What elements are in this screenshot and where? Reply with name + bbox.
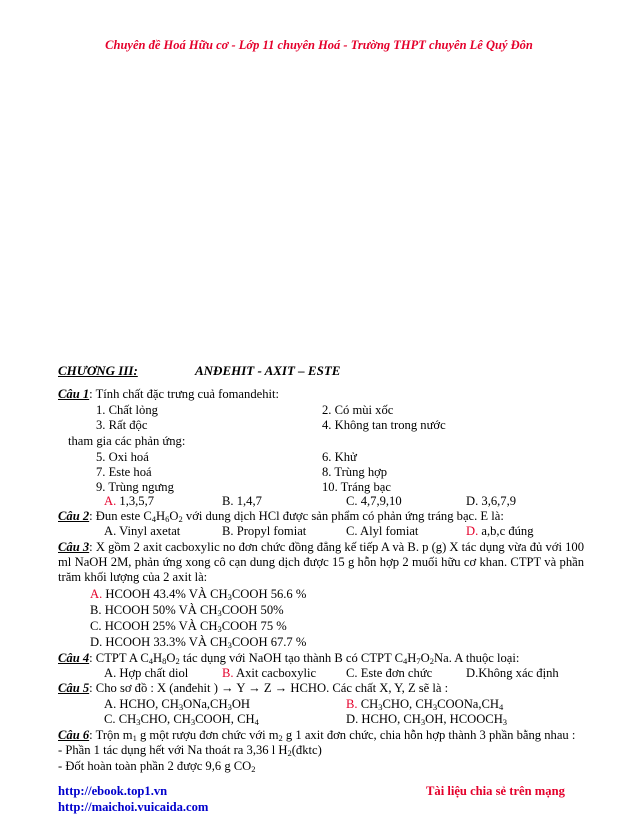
footer-link-ebook[interactable]: http://ebook.top1.vn (58, 784, 168, 798)
question-4-stem: Câu 4: CTPT A $C_4H_8O_2$ tác dụng với NaOH tạo thành B có CTPT $C_4H_7O_2Na$. A thuộc loại: (58, 651, 520, 666)
q5-option-c: C. $CH_3CHO$, $CH_3COOH$, $CH_4$ (104, 712, 259, 727)
q5-option-b: B. $CH_3CHO$, $CH_3COONa,CH_4$ (346, 697, 504, 712)
question-6-stem: Câu 6: Trộn $m_1$ g một rượu đơn chức với $m_2$ g 1 axit đơn chức, chia hỗn hợp thành 3 phần bằng nhau : (58, 728, 576, 743)
footer-note: Tài liệu chia sẻ trên mạng (426, 784, 565, 798)
question-1-stem: Câu 1: Tính chất đặc trưng cuả fomandehit: (58, 387, 279, 401)
chapter-title: ANĐEHIT - AXIT – ESTE (195, 363, 341, 378)
q1-item: 10. Tráng bạc (322, 480, 391, 494)
document-header: Chuyên đề Hoá Hữu cơ - Lớp 11 chuyên Hoá - Trường THPT chuyên Lê Quý Đôn (105, 38, 533, 52)
q1-option-d: D. 3,6,7,9 (466, 494, 517, 508)
q6-line-2: - Phần 1 tác dụng hết với Na thoát ra 3,36 l $H_2(đktc)$ (58, 743, 322, 758)
q1-item: 8. Trùng hợp (322, 465, 388, 479)
q1-item: 1. Chất lỏng (96, 403, 158, 417)
q1-option-b: B. 1,4,7 (222, 494, 262, 508)
q5-option-a: A. HCHO, $CH_3ONa,CH_3OH$ (104, 697, 251, 712)
q2-option-a: A. Vinyl axetat (104, 524, 181, 538)
q1-option-c: C. 4,7,9,10 (346, 494, 402, 508)
question-label: Câu 3 (58, 540, 90, 554)
q1-item: 6. Khử (322, 450, 357, 464)
q6-line-3: - Đốt hoàn toàn phần 2 được 9,6 g $CO_2$ (58, 759, 256, 774)
question-label: Câu 2 (58, 509, 90, 523)
q4-option-a: A. Hợp chất diol (104, 666, 189, 680)
q2-option-c: C. Alyl fomiat (346, 524, 419, 538)
question-label: Câu 1 (58, 387, 90, 401)
q4-option-d: D.Không xác định (466, 666, 559, 680)
question-label: Câu 4 (58, 651, 90, 665)
q2-option-d: D. a,b,c đúng (466, 524, 534, 538)
q2-option-b: B. Propyl fomiat (222, 524, 307, 538)
question-label: Câu 5 (58, 681, 90, 695)
q4-option-b: B. Axit cacboxylic (222, 666, 317, 680)
q1-item: 2. Có mùi xốc (322, 403, 394, 417)
footer-link-maichoi[interactable]: http://maichoi.vuicaida.com (58, 800, 209, 814)
q3-option-a: A. HCOOH 43.4% VÀ $CH_3COOH$ 56.6 % (90, 587, 307, 602)
q1-item: 4. Không tan trong nước (322, 418, 446, 432)
q1-item: 9. Trùng ngưng (96, 480, 174, 494)
q3-option-b: B. HCOOH 50% VÀ $CH_3COOH$ 50% (90, 603, 284, 618)
q1-subhead: tham gia các phản ứng: (68, 434, 186, 448)
q4-option-c: C. Este đơn chức (346, 666, 433, 680)
q3-option-d: D. HCOOH 33.3% VÀ $CH_3COOH$ 67.7 % (90, 635, 307, 650)
question-3-stem: Câu 3: X gồm 2 axit cacboxylic no đơn chức đồng đẳng kế tiếp A và B. p (g) X tác dụng vừa đủ với 100 ml NaOH 2M, phản ứng xong cô cạn dung dịch được 15 g hỗn hợp 2 muối hữu cơ khan. CTPT và phần trăm khối lượng của 2 axit là: (58, 540, 584, 584)
chapter-label: CHƯƠNG III: (58, 363, 138, 378)
q1-item: 3. Rất độc (96, 418, 148, 432)
question-5-stem: Câu 5: Cho sơ đồ : X (anđehit ) → Y → Z → HCHO. Các chất X, Y, Z sẽ là : (58, 681, 449, 695)
q1-item: 7. Este hoá (96, 465, 152, 479)
q3-option-c: C. HCOOH 25% VÀ $CH_3COOH$ 75 % (90, 619, 287, 634)
question-2-stem: Câu 2: Đun este $C_4H_6O_2$ với dung dịch HCl được sản phẩm có phản ứng tráng bạc. E là: (58, 509, 504, 524)
question-label: Câu 6 (58, 728, 90, 742)
q1-option-a: A. 1,3,5,7 (104, 494, 155, 508)
q5-option-d: D. HCHO, $CH_3OH$, $HCOOCH_3$ (346, 712, 508, 727)
q1-item: 5. Oxi hoá (96, 450, 149, 464)
